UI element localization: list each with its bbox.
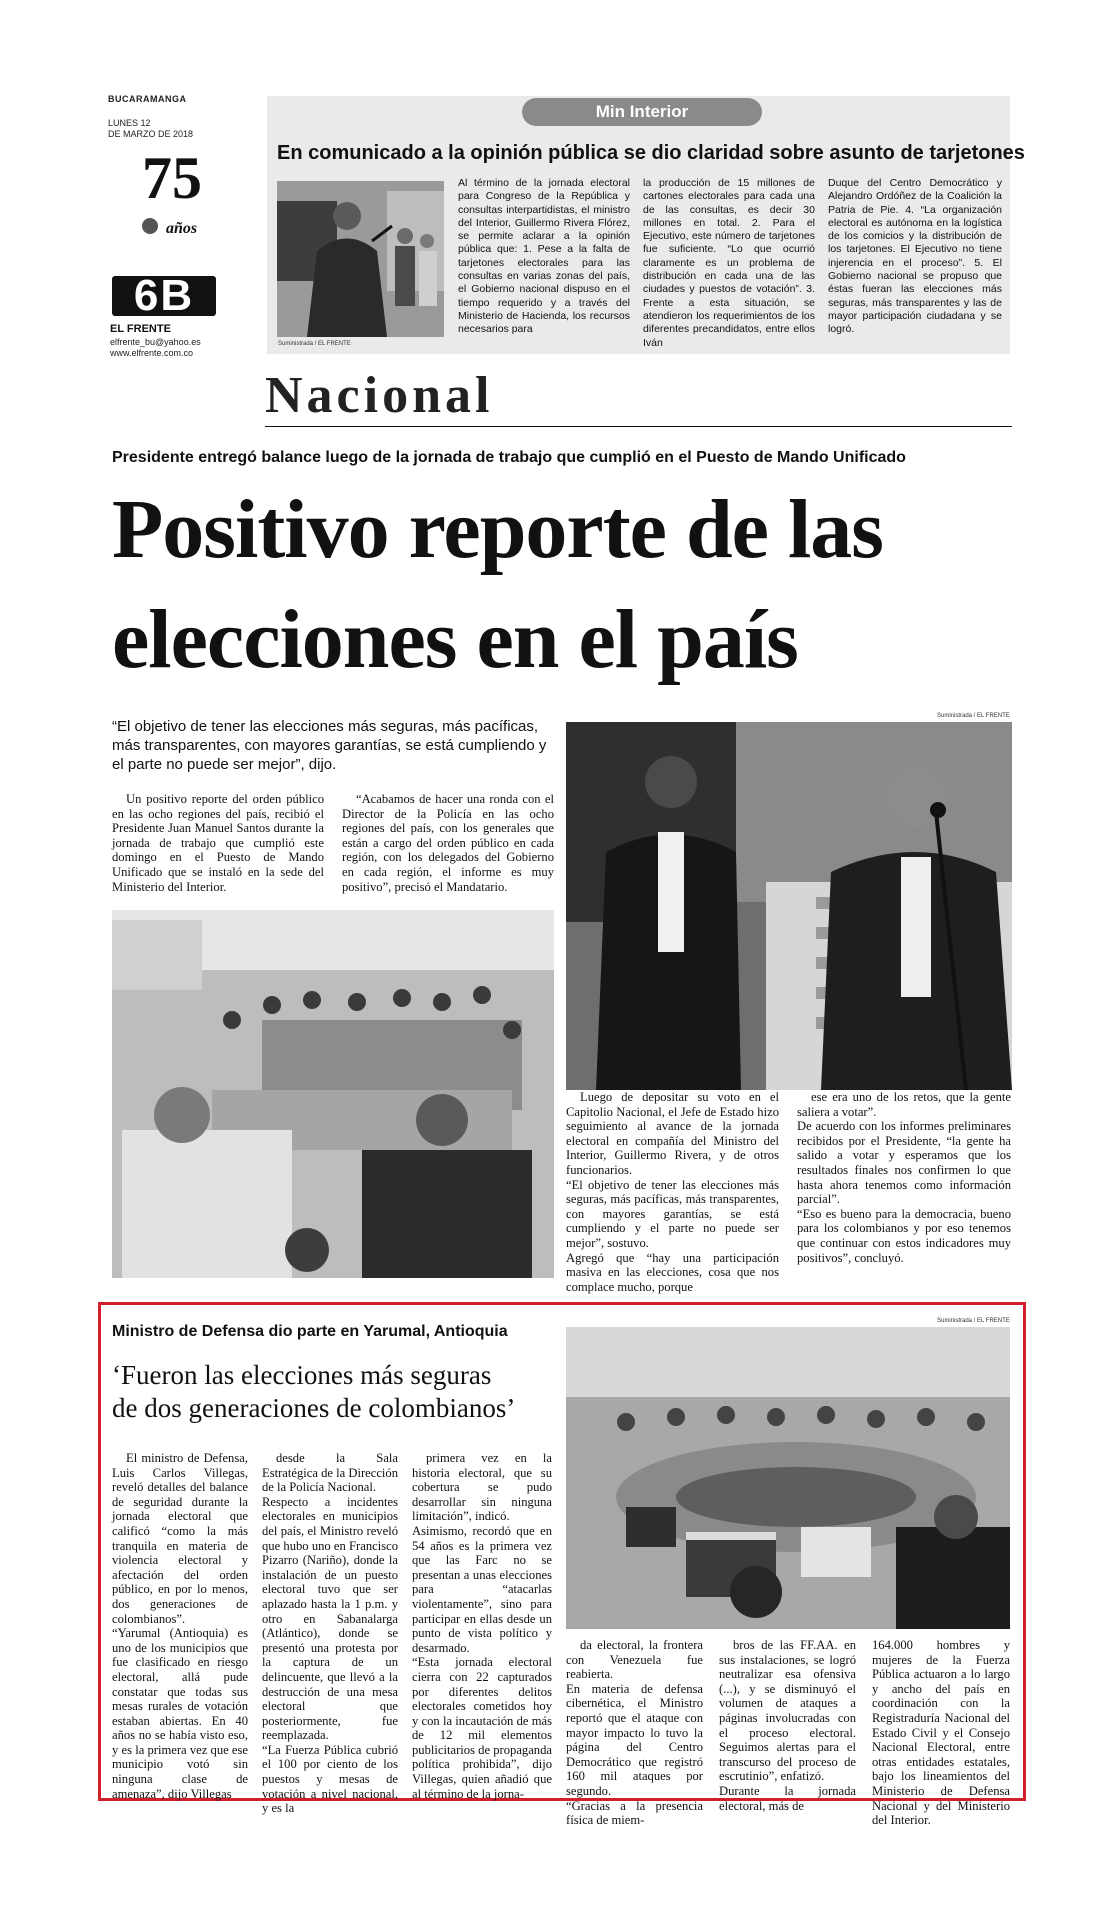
secondary-col-2: desde la Sala Estratégica de la Dirección de la Policía Nacional. Respecto a incidentes electorales en municipios del país, el Ministro reveló que hubo uno en Francisco Pizarro (Nariño), donde la instalación de un puesto electoral tuvo que ser aplazado hasta la 1 p.m. y otro en Sabanalarga (Atlántico), donde se presentó una protesta por la captura de un delincuente, que llevó a la destrucción de una mesa electoral que posteriormente, fue reemplazada. “La Fuerza Pública cubrió el 100 por ciento de los puestos y mesas de votación a nivel nacional, y es la (262, 1451, 399, 1816)
contact-email[interactable]: elfrente_bu@yahoo.es (110, 337, 201, 347)
paper-name: EL FRENTE (110, 323, 171, 335)
page-number: 6B (112, 276, 216, 316)
secondary-kicker: Ministro de Defensa dio parte en Yarumal, Antioquia (112, 1323, 508, 1340)
anniversary-number: 75 (142, 145, 202, 211)
main-headline-line-2: elecciones en el país (112, 593, 798, 686)
secondary-headline-line-2: de dos generaciones de colombianos’ (112, 1393, 516, 1423)
top-story-col-3: Duque del Centro Democrático y Alejandro Ordóñez de la Coalición la Patria de Pie. 4. “La organización electoral es autónoma en la logística de los comicios y la distribución de los tarjetones. El Ejecutivo no tiene injerencia en el proceso”. 5. El Gobierno nacional se propuso que éstas fueran las elecciones más seguras, más transparentes y las de mayor participación ciudadana y se logró. (828, 177, 1002, 336)
section-title: Nacional (265, 367, 494, 424)
main-col-1: Un positivo reporte del orden público en las ocho regiones del país, recibió el Presidente Juan Manuel Santos durante la jornada de trabajo que cumplió este domingo en el Puesto de Mando Unificado que se instaló en la sede del Ministerio del Interior. (112, 792, 324, 894)
minister-photo (277, 181, 444, 337)
command-room-photo (112, 910, 554, 1278)
top-story-headline: En comunicado a la opinión pública se dio claridad sobre asunto de tarjetones (277, 142, 1025, 164)
secondary-headline-line-1: ‘Fueron las elecciones más seguras (112, 1360, 492, 1390)
top-story-tag: Min Interior (522, 98, 762, 126)
secondary-photo-credit: Suministrada / EL FRENTE (937, 1318, 1010, 1324)
top-photo-credit: Suministrada / EL FRENTE (278, 341, 351, 347)
anniversary-word: años (166, 220, 198, 237)
president-photo-image (566, 722, 1012, 1090)
top-story-col-1: Al término de la jornada electoral para Congreso de la República y consultas interpartidistas, el ministro del Interior, Guillermo Rivera Flórez, se permite aclarar a la opinión pública que: 1. Pese a la falta de tarjetones electorales para las consultas en varias zonas del país, el Gobierno nacional dispuso en el tiempo requerido y a través del Ministerio de Hacienda, los recursos necesarios para (458, 177, 630, 336)
section-rule (265, 426, 1012, 427)
main-headline-line-1: Positivo reporte de las (112, 483, 883, 576)
secondary-col-1: El ministro de Defensa, Luis Carlos Villegas, reveló detalles del balance de seguridad durante la jornada electoral que calificó “como la más tranquila en materia de violencia electoral y afectación del orden público, en por lo menos, dos generaciones de colombianos”. “Yarumal (Antioquia) es uno de los municipios que fue clasificado en riesgo electoral, allá pude constatar que todas sus mesas rurales de votación estaban abiertas. En 40 años no se había visto eso, y es la primera vez que ese municipio votó sin ninguna clase de amenaza”, dijo Villegas (112, 1451, 248, 1801)
main-col-4: ese era uno de los retos, que la gente saliera a votar”. De acuerdo con los informes preliminares recibidos por el Presidente, “la gente ha salido a votar y esperamos que los resultados finales nos confirmen lo que hasta ahora tenemos como información parcial”. “Eso es bueno para la democracia, bueno para los colombianos y por eso tenemos que continuar con estos indicadores muy positivos”, concluyó. (797, 1090, 1011, 1265)
main-kicker: Presidente entregó balance luego de la jornada de trabajo que cumplió en el Puesto de Mando Unificado (112, 449, 906, 466)
anniversary-logo (130, 145, 240, 250)
date-line-1: LUNES 12 (108, 118, 151, 128)
secondary-col-4: da electoral, la frontera con Venezuela fue reabierta. En materia de defensa cibernética, el Ministro reportó que el ataque con mayor impacto lo tuvo la página del Centro Democrático que registró 160 mil ataques por segundo. “Gracias a la presencia física de miem- (566, 1638, 703, 1828)
minister-photo-image (277, 181, 444, 337)
command-room-photo-image (112, 910, 554, 1278)
masthead-city: BUCARAMANGA (108, 94, 187, 104)
situation-room-photo-image (566, 1327, 1010, 1629)
top-story-col-2: la producción de 15 millones de cartones electorales para cada una de las consultas, es decir 30 millones en total. 2. Para el Ejecutivo, este número de tarjetones fue suficiente. “Lo que ocurrió claramente es un problema de distribución en cada una de las ciudades y puestos de votación”. 3. Frente a esta situación, se atendieron los requerimientos de los diferentes precandidatos, entre ellos Iván (643, 177, 815, 349)
main-col-3: Luego de depositar su voto en el Capitolio Nacional, el Jefe de Estado hizo seguimiento al avance de la jornada electoral en compañía del Ministro del Interior, Guillermo Rivera, y de otros funcionarios. “El objetivo de tener las elecciones más seguras, más pacíficas, más transparentes, con mayores garantías, se está cumpliendo y el parte no puede ser mejor”, sostuvo. Agregó que “hay una participación masiva en las elecciones, cosa que nos complace mucho, porque (566, 1090, 779, 1294)
situation-room-photo (566, 1327, 1010, 1629)
president-photo (566, 722, 1012, 1090)
main-col-2: “Acabamos de hacer una ronda con el Director de la Policía en las ocho regiones del país, con los generales que están a cargo del orden público en cada región, con los delegados del Gobierno en cada región, el informe es muy positivo”, precisó el Mandatario. (342, 792, 554, 894)
president-photo-credit: Suministrada / EL FRENTE (937, 713, 1010, 719)
date-line-2: DE MARZO DE 2018 (108, 129, 194, 139)
anniversary-dot-icon (142, 218, 158, 234)
website-link[interactable]: www.elfrente.com.co (110, 348, 194, 358)
secondary-col-3: primera vez en la historia electoral, que su cobertura se pudo desarrollar sin ninguna limitación”, indicó. Asimismo, recordó que en 54 años es la primera vez que las Farc no se presentan a unas elecciones para “atacarlas violentamente”, sino para participar en ellas desde un punto de vista político y desarmado. “Esta jornada electoral cierra con 22 capturados por diferentes delitos electorales cometidos hoy y con la incautación de más de 12 mil elementos publicitarios de propaganda política prohibida”, dijo Villegas, quien añadió que al término de la jorna- (412, 1451, 552, 1801)
secondary-col-5: bros de las FF.AA. en sus instalaciones, se logró neutralizar esa ofensiva (...), y se disminuyó el volumen de ataques a páginas involucradas con el proceso electoral. Seguimos alertas para el transcurso del proceso de escrutinio”, enfatizó. Durante la jornada electoral, más de (719, 1638, 856, 1813)
secondary-col-6: 164.000 hombres y mujeres de la Fuerza Pública actuaron a lo largo y ancho del país en coordinación con la Registraduría Nacional del Estado Civil y el Consejo Nacional Electoral, entre otras entidades estatales, bajo los lineamientos del Ministerio de Defensa Nacional y del Ministerio del Interior. (872, 1638, 1010, 1828)
main-lead-quote: “El objetivo de tener las elecciones más seguras, más pacíficas, más transparentes, con mayores garantías, se está cumpliendo y el parte no puede ser mejor”, dijo. (112, 718, 547, 773)
